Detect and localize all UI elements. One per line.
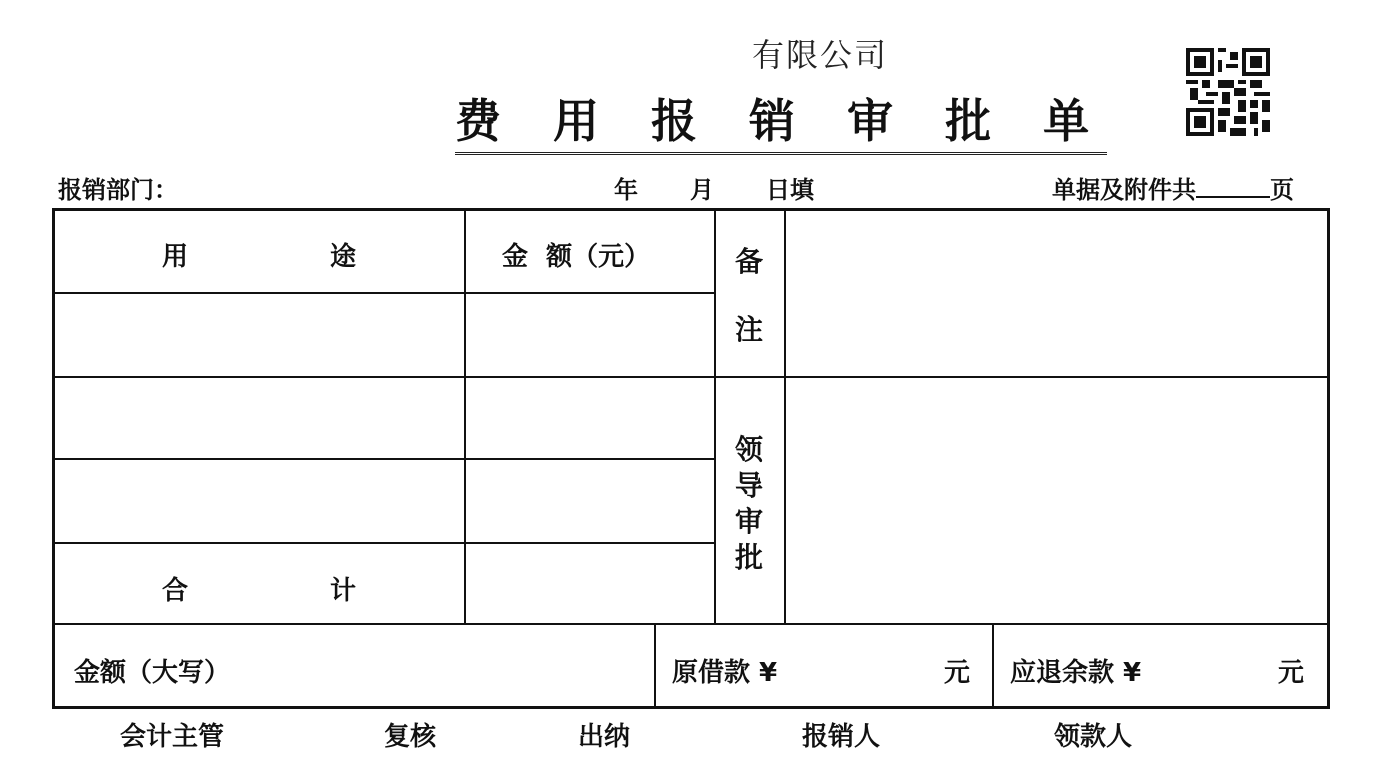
attachments-suffix: 页 [1270, 176, 1294, 204]
amount-in-words-label: 金额（大写） [74, 658, 231, 688]
amount-cell[interactable] [466, 378, 714, 458]
col-divider [654, 624, 656, 708]
total-amount-cell[interactable] [466, 544, 714, 623]
review-label: 复核 [384, 722, 437, 752]
approval-label-4: 批 [734, 541, 763, 574]
amount-cell[interactable] [466, 460, 714, 542]
col-divider [714, 210, 716, 624]
col-divider [992, 624, 994, 708]
company-name: 有限公司 [752, 36, 889, 74]
original-loan-label: 原借款 ¥ [672, 658, 778, 688]
department-label: 报销部门： [58, 176, 178, 204]
date-year-label: 年 [614, 176, 638, 204]
usage-cell[interactable] [56, 460, 464, 542]
usage-cell[interactable] [56, 294, 464, 376]
original-loan-unit: 元 [944, 658, 971, 688]
attachments-blank[interactable] [1196, 176, 1270, 198]
usage-header-1: 用 [162, 242, 189, 272]
approval-field[interactable] [786, 378, 1326, 623]
row-divider [54, 623, 1328, 625]
amount-cell[interactable] [466, 294, 714, 376]
usage-cell[interactable] [56, 378, 464, 458]
remarks-label-1: 备 [734, 245, 763, 278]
amount-header: 金 额（元） [502, 242, 651, 272]
attachments-prefix: 单据及附件共 [1052, 176, 1196, 204]
attachments-count [1052, 170, 1294, 205]
qr-code-icon [1186, 48, 1270, 136]
cashier-label: 出纳 [578, 722, 631, 752]
date-month-label: 月 [690, 176, 714, 204]
approval-label-2: 导 [734, 469, 763, 502]
payee-label: 领款人 [1054, 722, 1133, 752]
remarks-field[interactable] [786, 210, 1326, 376]
total-label-1: 合 [162, 576, 189, 606]
remarks-label-2: 注 [734, 313, 763, 346]
refund-balance-unit: 元 [1278, 658, 1305, 688]
date-day-label: 日填 [766, 176, 814, 204]
usage-header-2: 途 [330, 242, 357, 272]
approval-label-1: 领 [734, 433, 763, 466]
form-title: 费 用 报 销 审 批 单 [455, 92, 1107, 155]
refund-balance-label: 应退余款 ¥ [1010, 658, 1142, 688]
total-label-2: 计 [330, 576, 357, 606]
approval-label-3: 审 [734, 505, 763, 538]
claimant-label: 报销人 [802, 722, 881, 752]
accounting-supervisor-label: 会计主管 [120, 722, 225, 752]
